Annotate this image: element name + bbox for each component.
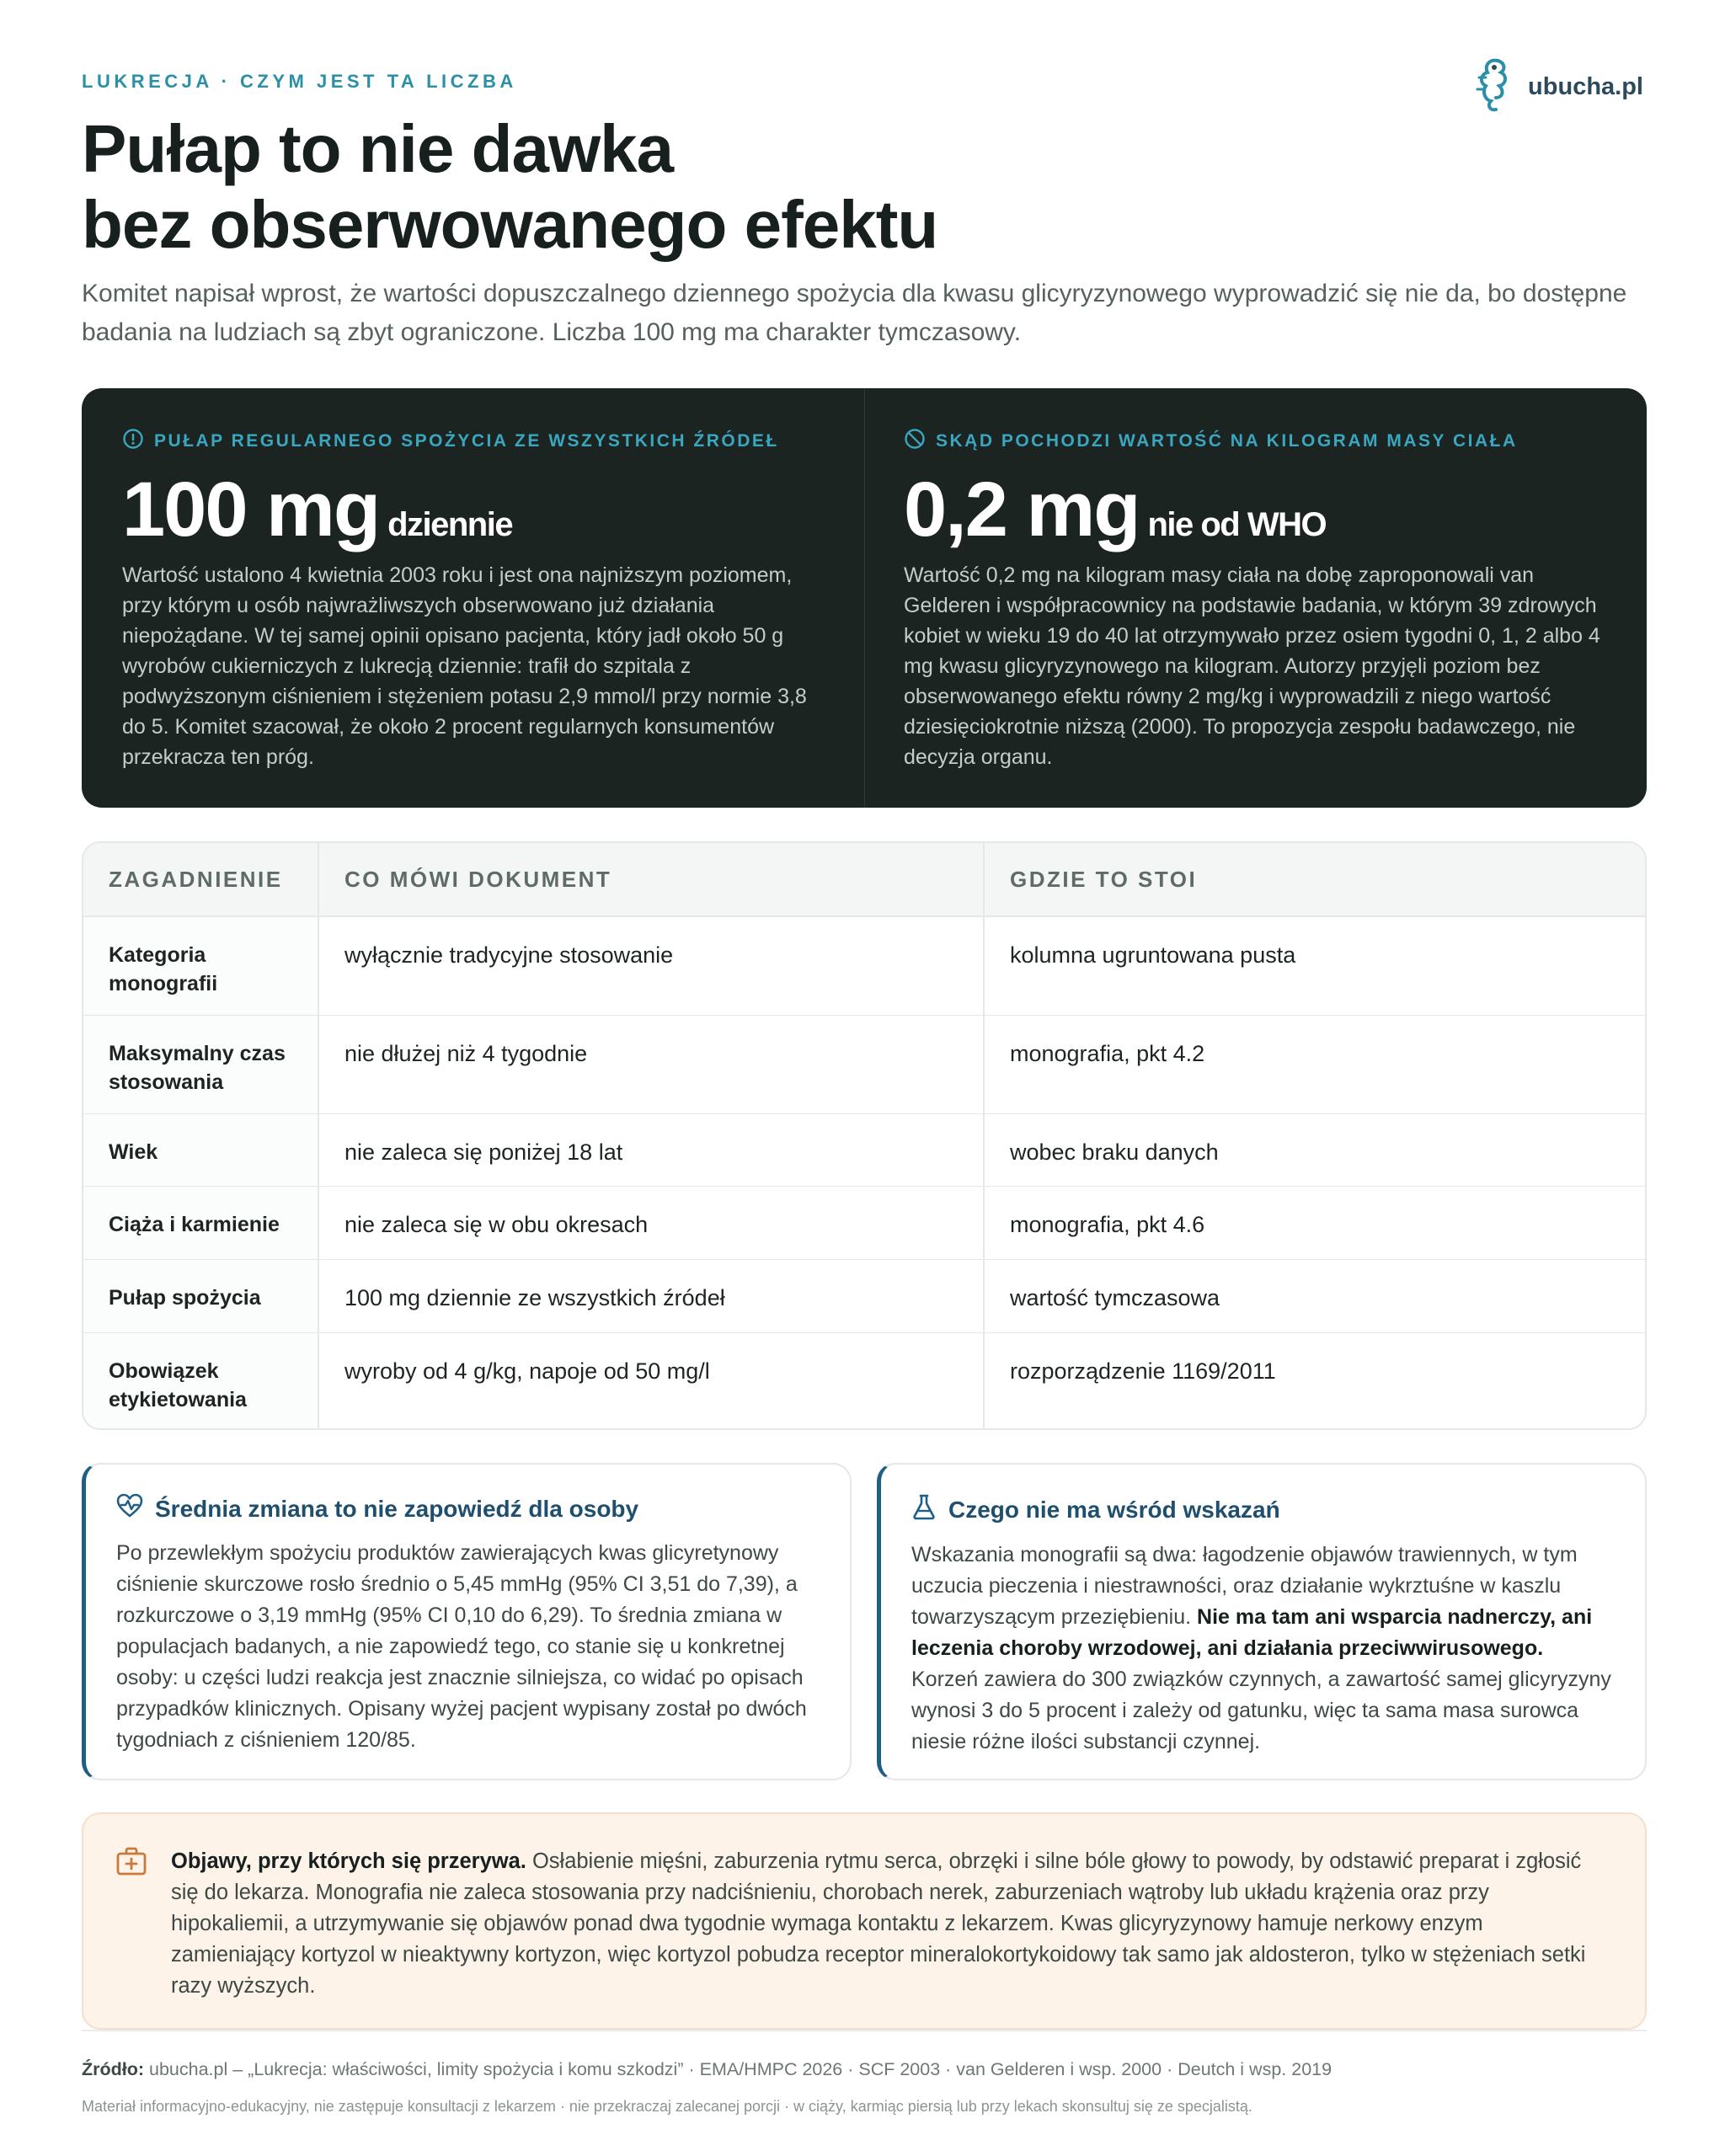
fact-value: 0,2 mg [904, 467, 1140, 552]
column-header-topic: ZAGADNIENIE [83, 843, 318, 916]
card-missing-indications [877, 1463, 1647, 1780]
row-topic: Maksymalny czas stosowania [83, 1015, 318, 1113]
row-location: wartość tymczasowa [984, 1259, 1645, 1332]
heart-pulse-icon [116, 1493, 143, 1524]
alert-lead: Objawy, przy których się przerywa. [171, 1849, 526, 1873]
page-title [82, 111, 937, 263]
fact-figure [122, 467, 824, 552]
seahorse-logo-icon [1472, 56, 1516, 119]
card-title [911, 1493, 1615, 1526]
key-figures-panel [82, 388, 1647, 808]
row-document: 100 mg dziennie ze wszystkich źródeł [318, 1259, 984, 1332]
row-location: kolumna ugruntowana pusta [984, 916, 1645, 1015]
info-circle-icon [122, 428, 144, 455]
table-row [83, 1015, 1645, 1113]
disclaimer: Materiał informacyjno-edukacyjny, nie zastępuje konsultacji z lekarzem · nie przekraczaj zalecanej porcji · w ciąży, karmiąc piersią lub przy lekach skonsultuj się ze specjalistą. [82, 2098, 1252, 2115]
fact-label [904, 429, 1606, 454]
warning-symptoms-box [82, 1812, 1647, 2030]
table-row [83, 916, 1645, 1015]
row-location: monografia, pkt 4.2 [984, 1015, 1645, 1113]
fact-description: Wartość ustalono 4 kwietnia 2003 roku i jest ona najniższym poziomem, przy którym u osób najwrażliwszych obserwowano już działania niepożądane. W tej samej opinii opisano pacjenta, który jadł około 50 g wyrobów cukierniczych z lukrecją dziennie: trafił do szpitala z podwyższonym ciśnieniem i stężeniem potasu 2,9 mmol/l przy normie 3,8 do 5. Komitet szacował, że około 2 procent regularnych konsumentów przekracza ten próg. [122, 563, 807, 769]
card-text-outro: Korzeń zawiera do 300 związków czynnych, a zawartość samej glicyryzyny wynosi 3 do 5 procent i zależy od gatunku, więc ta sama masa surowca niesie różne ilości substancji czynnej. [911, 1668, 1611, 1753]
title-line-1: Pułap to nie dawka [82, 111, 674, 186]
card-text-intro: Wskazania monografii są dwa: łagodzenie objawów trawiennych, w tym uczucia pieczenia i niestrawności, oraz działanie wykrztuśne w kaszlu towarzyszącym przeziębieniu. [911, 1543, 1578, 1629]
fact-figure [904, 467, 1606, 552]
source-label: Źródło: [82, 2059, 145, 2079]
row-location: monografia, pkt 4.6 [984, 1186, 1645, 1259]
row-location: rozporządzenie 1169/2011 [984, 1332, 1645, 1430]
card-title-text: Średnia zmiana to nie zapowiedź dla osoby [155, 1495, 639, 1522]
table-row [83, 1113, 1645, 1186]
alert-body: Osłabienie mięśni, zaburzenia rytmu serca, obrzęki i silne bóle głowy to powody, by odstawić preparat i zgłosić się do lekarza. Monografia nie zaleca stosowania przy nadciśnieniu, chorobach nerek, zaburzeniach wątroby lub układu krążenia oraz przy hipokaliemii, a utrzymywanie się objawów ponad dwa tygodnie wymaga kontaktu z lekarzem. Kwas glicyryzynowy hamuje nerkowy enzym zamieniający kortyzol w nieaktywny kortyzon, więc kortyzol pobudza receptor mineralokortykoidowy tak samo jak aldosteron, tylko w stężeniach setki razy wyższych. [171, 1849, 1586, 1998]
brand-logo[interactable] [1472, 56, 1643, 119]
row-document: nie zaleca się w obu okresach [318, 1186, 984, 1259]
row-topic: Kategoria monografii [83, 916, 318, 1015]
row-document: wyłącznie tradycyjne stosowanie [318, 916, 984, 1015]
row-document: nie dłużej niż 4 tygodnie [318, 1015, 984, 1113]
fact-unit: dziennie [387, 506, 513, 543]
row-location: wobec braku danych [984, 1113, 1645, 1186]
card-title-text: Czego nie ma wśród wskazań [948, 1496, 1280, 1523]
source-text: ubucha.pl – „Lukrecja: właściwości, limity spożycia i komu szkodzi” · EMA/HMPC 2026 · SCF 2003 · van Gelderen i wsp. 2000 · Deutch i wsp. 2019 [144, 2059, 1332, 2079]
table-row [83, 1186, 1645, 1259]
row-topic: Ciąża i karmienie [83, 1186, 318, 1259]
fact-unit: nie od WHO [1147, 506, 1327, 543]
row-document: wyroby od 4 g/kg, napoje od 50 mg/l [318, 1332, 984, 1430]
brand-name: ubucha.pl [1528, 73, 1643, 100]
flask-icon [911, 1493, 937, 1526]
source-line [82, 2059, 1332, 2080]
fact-intake-ceiling [82, 388, 864, 808]
table-header-row [83, 843, 1645, 916]
row-topic: Wiek [83, 1113, 318, 1186]
row-topic: Obowiązek etykietowania [83, 1332, 318, 1430]
first-aid-kit-icon [115, 1846, 147, 1881]
fact-label-text: PUŁAP REGULARNEGO SPOŻYCIA ZE WSZYSTKICH ŹRÓDEŁ [154, 431, 779, 451]
alert-text [171, 1846, 1610, 2002]
card-average-change [82, 1463, 852, 1780]
column-header-location: GDZIE TO STOI [984, 843, 1645, 916]
card-text-highlight: Nie ma tam ani wsparcia nadnerczy, ani leczenia choroby wrzodowej, ani działania przeciwwirusowego. [911, 1605, 1593, 1660]
fact-per-kg-origin [864, 388, 1647, 808]
card-text [911, 1540, 1615, 1758]
title-line-2: bez obserwowanego efektu [82, 187, 938, 262]
prohibited-icon [904, 428, 926, 455]
row-topic: Pułap spożycia [83, 1259, 318, 1332]
summary-table [82, 841, 1647, 1430]
eyebrow: LUKRECJA · CZYM JEST TA LICZBA [82, 71, 517, 92]
table-row [83, 1259, 1645, 1332]
fact-label-text: SKĄD POCHODZI WARTOŚĆ NA KILOGRAM MASY CIAŁA [936, 431, 1518, 451]
card-title [116, 1493, 820, 1524]
card-text: Po przewlekłym spożyciu produktów zawierających kwas glicyretynowy ciśnienie skurczowe rosło średnio o 5,45 mmHg (95% CI 3,51 do 7,39), a rozkurczowe o 3,19 mmHg (95% CI 0,10 do 6,29). To średnia zmiana w populacjach badanych, a nie zapowiedź tego, co stanie się u konkretnej osoby: u części ludzi reakcja jest znacznie silniejsza, co widać po opisach przypadków klinicznych. Opisany wyżej pacjent wypisany został po dwóch tygodniach z ciśnieniem 120/85. [116, 1541, 807, 1752]
fact-description: Wartość 0,2 mg na kilogram masy ciała na dobę zaproponowali van Gelderen i współpracownicy na podstawie badania, w którym 39 zdrowych kobiet w wieku 19 do 40 lat otrzymywało przez osiem tygodni 0, 1, 2 albo 4 mg kwasu glicyryzynowego na kilogram. Autorzy przyjęli poziom bez obserwowanego efektu równy 2 mg/kg i wyprowadzili z niego wartość dziesięciokrotnie niższą (2000). To propozycja zespołu badawczego, nie decyzja organu. [904, 563, 1600, 769]
column-header-document: CO MÓWI DOKUMENT [318, 843, 984, 916]
fact-value: 100 mg [122, 467, 380, 552]
lead-paragraph: Komitet napisał wprost, że wartości dopuszczalnego dziennego spożycia dla kwasu glicyryzynowego wyprowadzić się nie da, bo dostępne badania na ludziach są zbyt ograniczone. Liczba 100 mg ma charakter tymczasowy. [82, 280, 1627, 346]
fact-label [122, 429, 824, 454]
footer-divider [82, 2030, 1647, 2031]
table-row [83, 1332, 1645, 1430]
row-document: nie zaleca się poniżej 18 lat [318, 1113, 984, 1186]
